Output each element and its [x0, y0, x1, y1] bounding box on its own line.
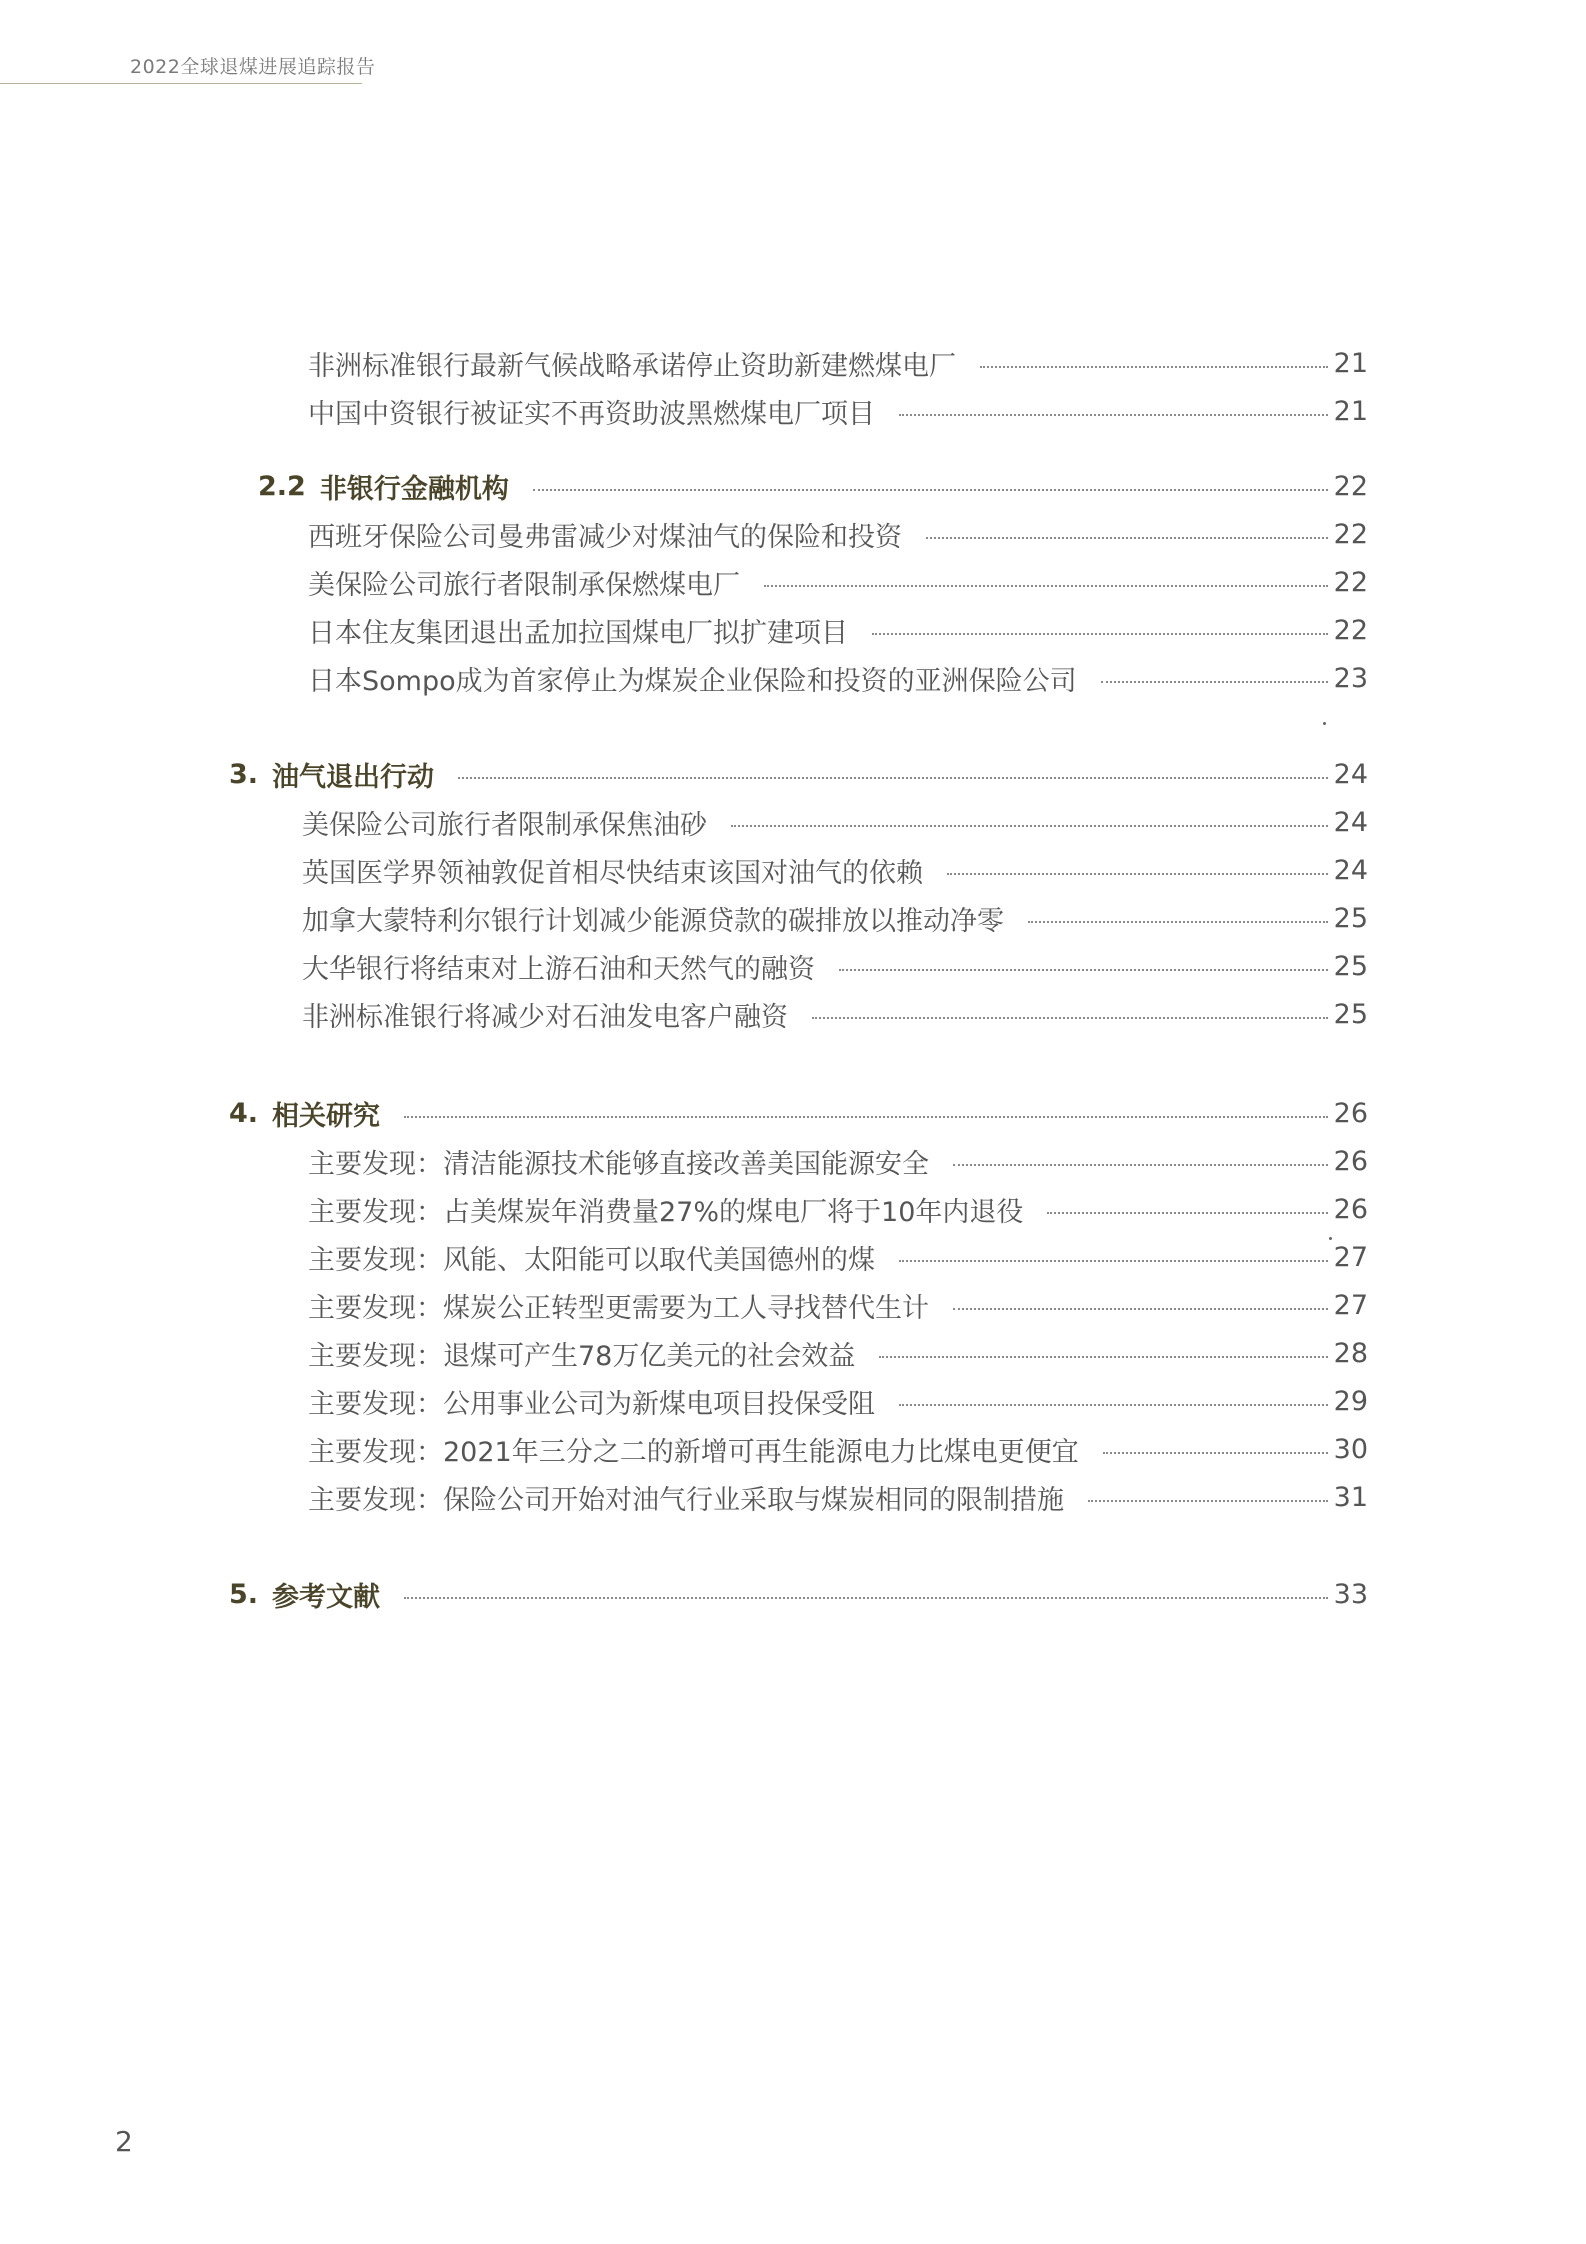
toc-entry-page: 26: [1333, 1145, 1368, 1177]
dot-leader: [953, 1164, 1328, 1166]
section-number: 4.: [229, 1097, 259, 1129]
toc-entry[interactable]: [308, 1141, 1368, 1181]
toc-entry[interactable]: [308, 1237, 1368, 1277]
dot-leader: [872, 633, 1328, 635]
toc-entry[interactable]: [308, 1333, 1368, 1373]
toc-entry-page: 21: [1333, 347, 1368, 379]
section-number: 3.: [229, 758, 259, 790]
toc-entry[interactable]: [308, 1189, 1368, 1229]
dot-leader: [764, 585, 1328, 587]
dot-leader: [1088, 1500, 1328, 1502]
section-title: 相关研究: [272, 1100, 381, 1132]
toc-entry[interactable]: [308, 658, 1368, 698]
toc-entry-page: 24: [1333, 854, 1368, 886]
dot-leader: [899, 1404, 1328, 1406]
toc-entry-page: 31: [1333, 1481, 1368, 1513]
toc-entry-page: 22: [1333, 614, 1368, 646]
dot-leader: [458, 777, 1328, 779]
toc-entry-label: 主要发现：退煤可产生78万亿美元的社会效益: [308, 1340, 856, 1372]
toc-entry-label: 主要发现：占美煤炭年消费量27%的煤电厂将于10年内退役: [308, 1196, 1024, 1228]
toc-entry-label: 英国医学界领袖敦促首相尽快结束该国对油气的依赖: [302, 857, 923, 889]
toc-entry-label: 主要发现：2021年三分之二的新增可再生能源电力比煤电更便宜: [308, 1436, 1079, 1468]
toc-entry-label: 大华银行将结束对上游石油和天然气的融资: [302, 953, 815, 985]
toc-entry-page: 23: [1333, 662, 1368, 694]
toc-entry-label: 加拿大蒙特利尔银行计划减少能源贷款的碳排放以推动净零: [302, 905, 1004, 937]
toc-entry-label: 主要发现：煤炭公正转型更需要为工人寻找替代生计: [308, 1292, 929, 1324]
toc-entry-label: 非洲标准银行最新气候战略承诺停止资助新建燃煤电厂: [308, 350, 956, 382]
toc-entry-page: 27: [1333, 1289, 1368, 1321]
toc-entry-label: 日本住友集团退出孟加拉国煤电厂拟扩建项目: [308, 617, 848, 649]
dot-leader: [899, 414, 1328, 416]
toc-entry[interactable]: [308, 1429, 1368, 1469]
toc-entry[interactable]: [308, 343, 1368, 383]
dot-leader: [1047, 1212, 1327, 1214]
toc-section-4[interactable]: [229, 1093, 1368, 1133]
toc-entry-label: 主要发现：保险公司开始对油气行业采取与煤炭相同的限制措施: [308, 1484, 1064, 1516]
dot-leader: [812, 1017, 1328, 1019]
dot-leader: [404, 1116, 1328, 1118]
dot-leader: [533, 489, 1328, 491]
toc-entry-label: 西班牙保险公司曼弗雷减少对煤油气的保险和投资: [308, 521, 902, 553]
toc-entry-page: 22: [1333, 566, 1368, 598]
toc-entry-page: 27: [1333, 1241, 1368, 1273]
toc-entry[interactable]: [308, 610, 1368, 650]
toc-section-5[interactable]: [229, 1574, 1368, 1614]
toc-entry-label: 日本Sompo成为首家停止为煤炭企业保险和投资的亚洲保险公司: [308, 665, 1077, 697]
stray-dot: [1323, 722, 1326, 725]
dot-leader: [879, 1356, 1327, 1358]
dot-leader: [1103, 1452, 1328, 1454]
toc-entry-page: 28: [1333, 1337, 1368, 1369]
toc-entry[interactable]: [308, 514, 1368, 554]
toc-entry[interactable]: [308, 1477, 1368, 1517]
toc-entry-page: 33: [1333, 1578, 1368, 1610]
toc-entry[interactable]: [302, 802, 1368, 842]
section-number: 2.2: [258, 470, 306, 502]
toc-section-3[interactable]: [229, 754, 1368, 794]
dot-leader: [947, 873, 1328, 875]
toc-entry[interactable]: [302, 898, 1368, 938]
toc-entry-label: 非洲标准银行将减少对石油发电客户融资: [302, 1001, 788, 1033]
page-number: 2: [115, 2125, 133, 2158]
dot-leader: [1028, 921, 1328, 923]
toc-entry-page: 29: [1333, 1385, 1368, 1417]
dot-leader: [953, 1308, 1328, 1310]
section-title: 非银行金融机构: [319, 473, 509, 505]
toc-entry[interactable]: [308, 562, 1368, 602]
toc-entry[interactable]: [302, 946, 1368, 986]
toc-entry-page: 26: [1333, 1097, 1368, 1129]
section-number: 5.: [229, 1578, 259, 1610]
toc-entry-page: 25: [1333, 902, 1368, 934]
section-title: 参考文献: [272, 1581, 381, 1613]
toc-entry-page: 25: [1333, 998, 1368, 1030]
toc-entry-label: 主要发现：清洁能源技术能够直接改善美国能源安全: [308, 1148, 929, 1180]
toc-entry-label: 美保险公司旅行者限制承保燃煤电厂: [308, 569, 740, 601]
dot-leader: [899, 1260, 1328, 1262]
dot-leader: [1101, 681, 1328, 683]
dot-leader: [404, 1597, 1328, 1599]
toc-entry[interactable]: [302, 994, 1368, 1034]
toc-entry-page: 21: [1333, 395, 1368, 427]
dot-leader: [926, 537, 1328, 539]
toc-entry[interactable]: [308, 1381, 1368, 1421]
dot-leader: [839, 969, 1328, 971]
toc-entry-label: 中国中资银行被证实不再资助波黑燃煤电厂项目: [308, 398, 875, 430]
toc-entry-page: 22: [1333, 518, 1368, 550]
toc-entry-page: 24: [1333, 758, 1368, 790]
toc-entry[interactable]: [302, 850, 1368, 890]
section-title: 油气退出行动: [272, 761, 435, 793]
toc-entry[interactable]: [308, 1285, 1368, 1325]
toc-entry-page: 26: [1333, 1193, 1368, 1225]
toc-entry-page: 22: [1333, 470, 1368, 502]
running-header-title: 2022全球退煤进展追踪报告: [130, 56, 376, 78]
toc-entry-label: 美保险公司旅行者限制承保焦油砂: [302, 809, 707, 841]
toc-entry-label: 主要发现：公用事业公司为新煤电项目投保受阻: [308, 1388, 875, 1420]
toc-entry-page: 25: [1333, 950, 1368, 982]
dot-leader: [731, 825, 1328, 827]
toc-entry-page: 24: [1333, 806, 1368, 838]
dot-leader: [980, 366, 1328, 368]
toc-entry-label: 主要发现：风能、太阳能可以取代美国德州的煤: [308, 1244, 875, 1276]
toc-entry-page: 30: [1333, 1433, 1368, 1465]
toc-entry[interactable]: [308, 391, 1368, 431]
toc-section-2-2[interactable]: [258, 466, 1368, 506]
